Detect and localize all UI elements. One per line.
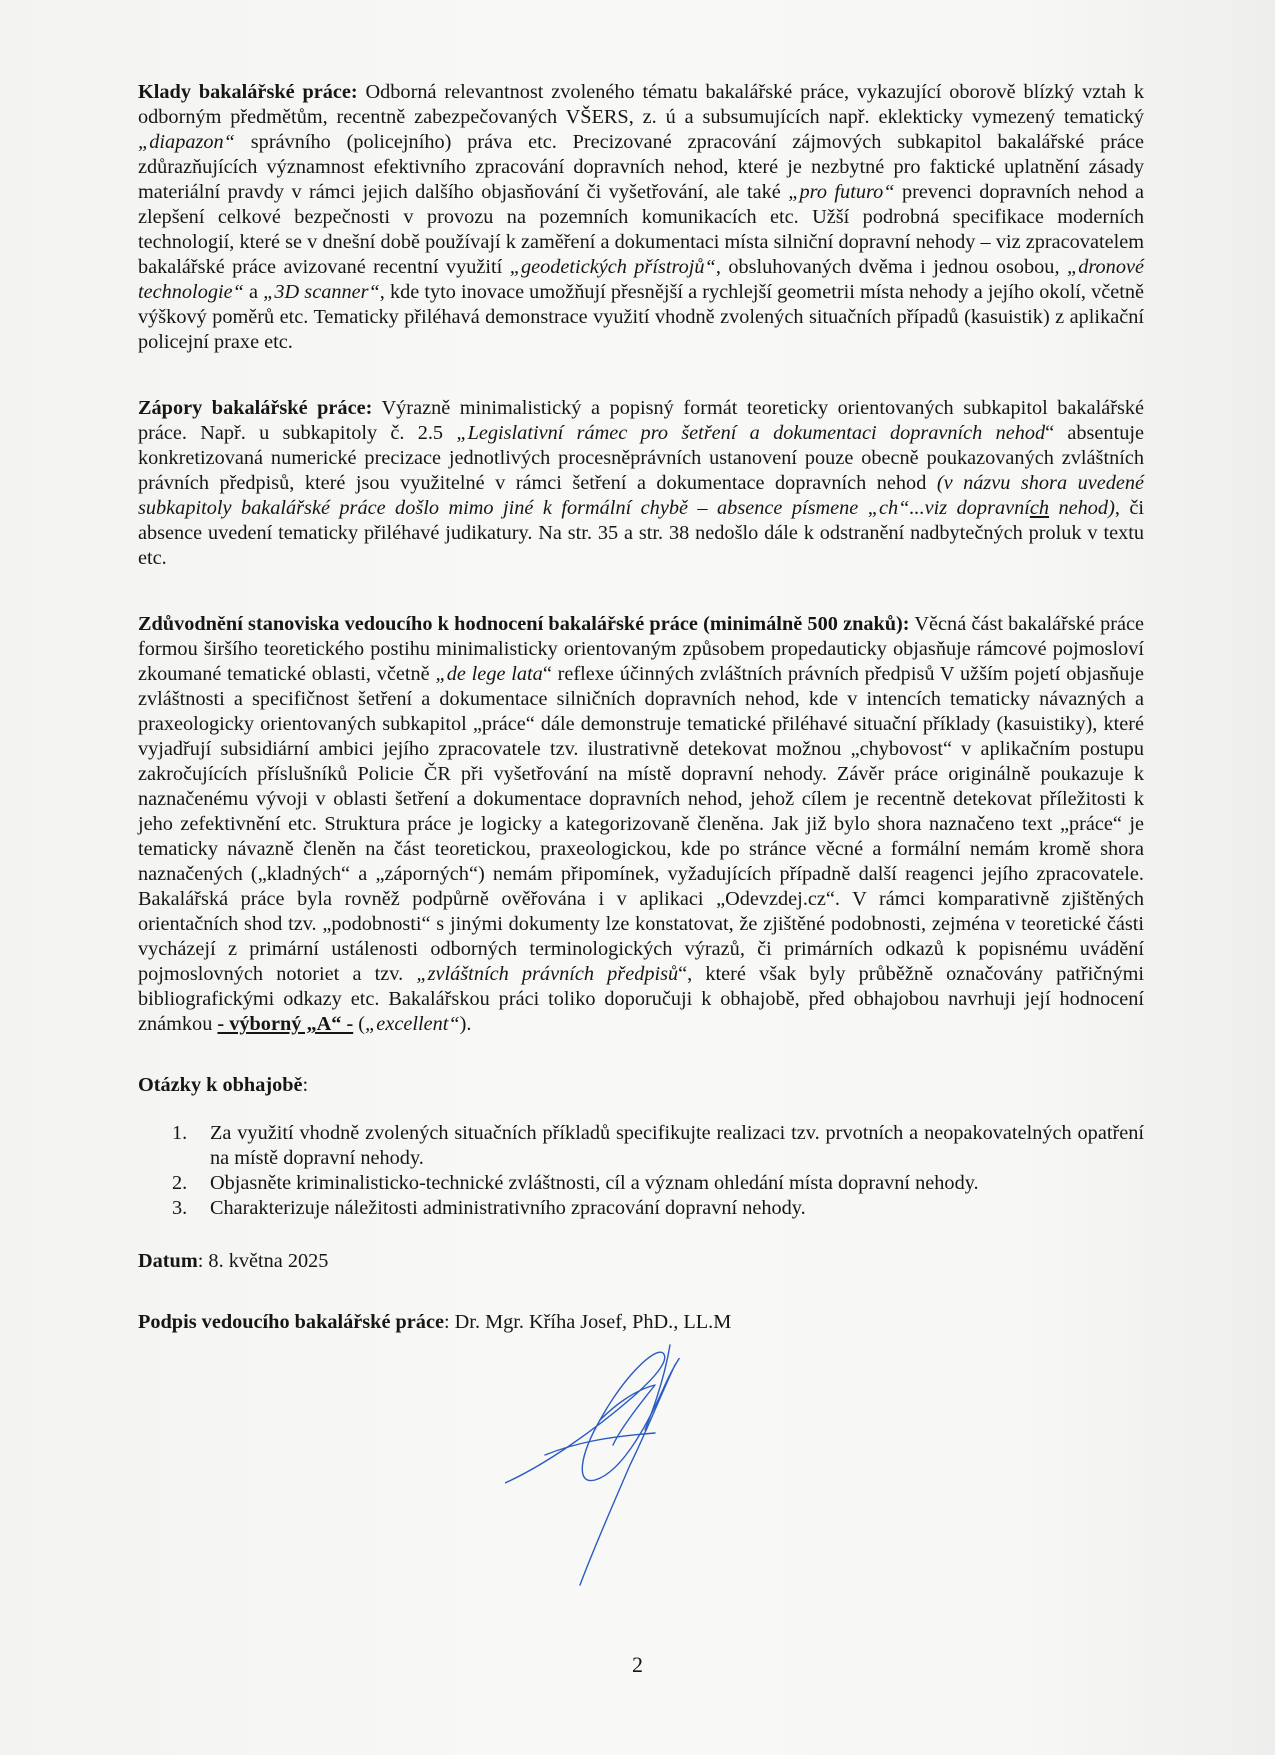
justification-paragraph [138,612,1144,1037]
signature-label: Podpis vedoucího bakalářské práce [138,1311,444,1333]
pros-text-3: prevenci dopravních nehod a zlepšení celkové bezpečnosti v provozu na pozemních komunikacích etc. Užší podrobná specifikace moderních technologií, které se v dnešní době používají k zaměření a dokumentaci místa silniční dopravní nehody – viz zpracovatelem bakalářské práce avizované recentní využití [138,181,1144,278]
justification-text-3: “, které však byly průběžně označovány patřičnými bibliografickými odkazy etc. Bakalářskou práci toliko doporučuji k obhajobě, před obhajobou navrhuji její hodnocení známkou [138,963,1145,1035]
question-number: 3. [172,1197,188,1219]
pros-text-5: a [243,281,264,303]
pros-heading: Klady bakalářské práce: [138,81,358,103]
signature-value: : Dr. Mgr. Kříha Josef, PhD., LL.M [443,1311,732,1333]
question-text: Za využití vhodně zvolených situačních příkladů specifikujte realizaci tzv. prvotních a neopakovatelných opatření na místě dopravní nehody. [210,1122,1144,1169]
question-number: 2. [172,1172,188,1194]
justification-text-4: ( [353,1013,366,1035]
date-line [138,1249,1144,1274]
questions-colon: : [302,1074,309,1096]
cons-section [138,396,1144,571]
handwritten-signature [505,1335,765,1595]
pros-italic-5: „3D scanner“ [263,281,380,303]
justification-text-1: Věcná část bakalářské práce formou širšího teoretického postihu minimalisticky orientovaným způsobem propedauticky objasňuje rámcové pojmosloví zkoumané tematické oblasti, včetně [138,613,1144,685]
pros-text-2: správního (policejního) práva etc. Precizované zpracování zájmových subkapitol bakalářské práce zdůrazňujících významnost efektivního zpracování dopravních nehod, které je nezbytné pro faktické uplatnění zásady materiální pravdy v rámci jejich dalšího objasňování či vyšetřování, ale také [138,131,1144,203]
list-item [172,1121,1144,1171]
questions-list [138,1121,1144,1221]
justification-heading: Zdůvodnění stanoviska vedoucího k hodnocení bakalářské práce (minimálně 500 znaků): [138,613,910,635]
justification-text-2: “ reflexe účinných zvláštních právních předpisů V užším pojetí objasňuje zvláštnosti a specifičnost šetření a dokumentace silničních dopravních nehod, kde v intencích tematicky návazných a praxeologicky orientovaných subkapitol „práce“ dále demonstruje tematické přiléhavé situační příklady (kasuistiky), které vyjadřují subsidiární ambici jejího zpracovatele tzv. ilustrativně detekovat možnou „chybovost“ v aplikačním postupu zakročujících příslušníků Policie ČR při vyšetřování na místě dopravní nehody. Závěr práce originálně poukazuje k naznačenému vývoji v oblasti šetření a dokumentace dopravních nehod, jehož cílem je recentně detekovat příležitosti k jeho zefektivnění etc. Struktura práce je logicky a kategorizovaně členěna. Jak již bylo shora naznačeno text „práce“ je tematicky návazně členěn na část teoretickou, praxeologickou, kde po stránce věcné a formální nemám kromě shora naznačených („kladných“ a „záporných“) nemám připomínek, vyžadujících případně další reagenci jejího zpracovatele. Bakalářská práce byla rovněž podpůrně ověřována i v aplikaci „Odevzdej.cz“. V rámci komparativně zjištěných orientačních shod tzv. „podobnosti“ s jinými dokumenty lze konstatovat, že zjištěné podobnosti, zejména v teoretické části vycházejí z primární ustálenosti odborných terminologických výrazů, či primárních odkazů k popisnému uvádění pojmoslovných notoriet a tzv. [138,663,1144,985]
question-text: Charakterizuje náležitosti administrativního zpracování dopravní nehody. [210,1197,806,1219]
cons-italic-underlined: ch [1029,497,1050,519]
date-label: Datum [138,1250,198,1272]
questions-heading: Otázky k obhajobě [138,1074,303,1096]
pros-paragraph [138,80,1144,355]
questions-heading-line [138,1073,1144,1098]
pros-section [138,80,1144,355]
pros-italic-4: „dronové technologie“ [138,256,1144,303]
questions-section [138,1073,1144,1221]
document-body [138,80,1144,1335]
question-number: 1. [172,1122,188,1144]
justification-text-5: ). [459,1013,472,1035]
date-value: : 8. května 2025 [197,1250,329,1272]
cons-text-3: , či absence uvedení tematicky přiléhavé judikatury. Na str. 35 a str. 38 nedošlo dále k odstranění nadbytečných proluk v textu etc. [138,497,1145,569]
question-text: Objasněte kriminalisticko-technické zvláštnosti, cíl a význam ohledání místa dopravní nehody. [210,1172,979,1194]
pros-italic-2: „pro futuro“ [788,181,895,203]
justification-italic-3: „excellent“ [365,1013,460,1035]
list-item [172,1196,1144,1221]
pros-text-1: Odborná relevantnost zvoleného tématu bakalářské práce, vykazující oborově blízký vztah k odborným předmětům, recentně zabezpečovaných VŠERS, z. ú a subsumujících např. eklekticky vymezený tematický [138,81,1144,128]
pros-text-4: , obsluhovaných dvěma i jednou osobou, [715,256,1067,278]
pros-italic-1: „diapazon“ [138,131,235,153]
signature-line [138,1310,1144,1335]
pros-text-6: , kde tyto inovace umožňují přesnější a rychlejší geometrii místa nehody a jejího okolí, včetně výškový poměrů etc. Tematicky přiléhavá demonstrace využití vhodně zvolených situačních případů (kasuistik) z aplikační policejní praxe etc. [138,281,1144,353]
cons-paragraph [138,396,1144,571]
justification-italic-1: „de lege lata [435,663,543,685]
justification-italic-2: „zvláštních právních předpisů [416,963,679,985]
list-item [172,1171,1144,1196]
page-number: 2 [632,1652,643,1677]
grade: - výborný „A“ - [217,1013,354,1035]
cons-text-2: “ absentuje konkretizovaná numerické precizace jednotlivých procesněprávních ustanovení pouze obecně poukazovaných zvláštních právních předpisů, které jsou využitelné v rámci šetření a dokumentace dopravních nehod [138,422,1144,494]
cons-heading: Zápory bakalářské práce: [138,397,373,419]
cons-text-1: Výrazně minimalistický a popisný formát teoreticky orientovaných subkapitol bakalářské práce. Např. u subkapitoly č. 2.5 [138,397,1144,444]
cons-italic-2: (v názvu shora uvedené subkapitoly bakalářské práce došlo mimo jiné k formální chybě – absence písmene „ch“...viz dopravní [138,472,1144,519]
pros-italic-3: „geodetických přístrojů“ [509,256,716,278]
justification-section [138,612,1144,1037]
cons-italic-2-end: nehod) [1049,497,1115,519]
cons-italic-1: „Legislativní rámec pro šetření a dokumentaci dopravních nehod [456,422,1046,444]
